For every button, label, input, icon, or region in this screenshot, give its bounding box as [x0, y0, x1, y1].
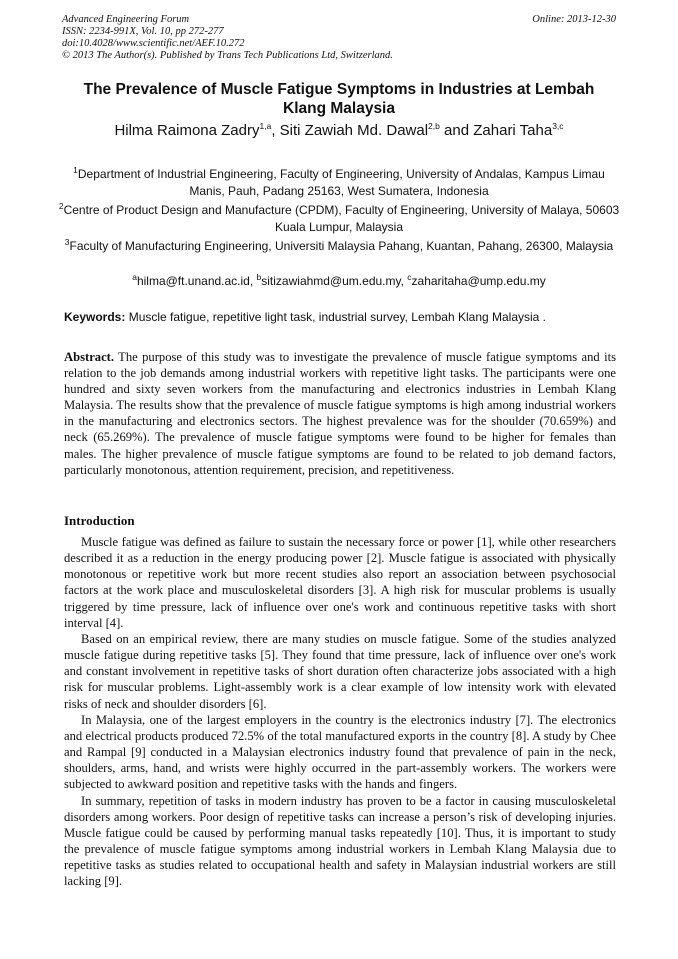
keywords-label: Keywords:: [64, 310, 126, 324]
email-address[interactable]: hilma@ft.unand.ac.id: [136, 274, 250, 288]
author-separator: ,: [271, 122, 280, 139]
author-list: [40, 121, 638, 140]
doi-line: doi:10.4028/www.scientific.net/AEF.10.272: [62, 38, 245, 49]
abstract-label: Abstract.: [64, 350, 115, 364]
paragraph: In summary, repetition of tasks in modern industry has proven to be a factor in causing musculoskeletal disorders among workers. Poor design of repetitive tasks can increase a person’s risk of developing injuries. Muscle fatigue could be caused by performing manual tasks repeatedly [10]. Thus, it is important to study the prevalence of muscle fatigue symptoms among industrial workers in Lembah Klang Malaysia due to repetitive tasks as studies related to occupational health and safety in Malaysian industrial workers are still lacking [9].: [64, 793, 616, 889]
author-name: Siti Zawiah Md. Dawal: [279, 122, 429, 139]
journal-name: Advanced Engineering Forum: [62, 14, 190, 25]
affiliation-sup: 1: [73, 165, 78, 175]
email-sup: b: [256, 272, 262, 282]
section-heading-introduction: Introduction: [64, 513, 135, 528]
author-sup: 3,c: [552, 121, 564, 131]
email-sup: a: [132, 272, 137, 282]
affiliation-text: Faculty of Manufacturing Engineering, Universiti Malaysia Pahang, Kuantan, Pahang, 26300, Malaysia: [69, 239, 614, 253]
affiliation-sup: 3: [64, 237, 70, 247]
journal-header: [62, 14, 616, 62]
abstract-text: The purpose of this study was to investigate the prevalence of muscle fatigue symptoms and its relation to the job demands among industrial workers with repetitive light tasks. The participants were one hundred and sixty seven workers from the manufacturing and electronics industries in Lembah Klang Malaysia. The results show that the prevalence of muscle fatigue symptoms is high among industrial workers in the manufacturing and electronics sectors. The highest prevalence was for the shoulder (70.659%) and neck (65.269%). The prevalence of muscle fatigue symptoms were found to be higher for females than males. The higher prevalence of muscle fatigue symptoms are found to be related to job demand factors, particularly monotonous, attention requirement, precision, and repetitiveness.: [64, 350, 617, 477]
author-name: Zahari Taha: [473, 122, 553, 139]
affiliation-text: Centre of Product Design and Manufacture (CPDM), Faculty of Engineering, University of Malaya, 50603 Kuala Lumpur, Malaysia: [63, 203, 620, 234]
author-separator: and: [439, 122, 474, 139]
keywords: [64, 309, 622, 325]
author-name: Hilma Raimona Zadry: [114, 122, 260, 139]
introduction-body: [64, 534, 616, 889]
email-list: [56, 273, 622, 289]
affiliation-2: [56, 202, 622, 235]
paragraph: Muscle fatigue was defined as failure to sustain the necessary force or power [1], while other researchers described it as a reduction in the energy producing power [2]. Muscle fatigue is associated with physically monotonous or repetitive work but more recent studies also report an association between psychosocial factors at the work place and musculoskeletal disorders [3]. A high risk for muscular problems is usually triggered by time pressure, lack of influence over one's work and continuous repetitive tasks with short interval [4].: [64, 535, 616, 630]
affiliation-text: Department of Industrial Engineering, Faculty of Engineering, University of Andalas, Kampus Limau Manis, Pauh, Padang 25163, West Sumatera, Indonesia: [77, 167, 605, 198]
paragraph: In Malaysia, one of the largest employers in the country is the electronics industry [7]. The electronics and electrical products produced 72.5% of the total manufactured exports in the country [8]. A study by Chee and Rampal [9] conducted in a Malaysian electronics industry found that prevalence of pain in the neck, shoulders, arms, hand, and wrists were highly occurred in the part-assembly workers. The workers were subjected to awkward position and repetitive tasks with the hands and fingers.: [64, 712, 616, 792]
issn-line: ISSN: 2234-991X, Vol. 10, pp 272-277: [62, 26, 224, 37]
paragraph: Based on an empirical review, there are many studies on muscle fatigue. Some of the studies analyzed muscle fatigue during repetitive tasks [5]. They found that time pressure, lack of influence over one's work and constant involvement in repetitive tasks of short duration often characterize jobs associated with a high risk for muscular problems. Light-assembly work is a clear example of low intensity work with elevated risks of neck and shoulder disorders [6].: [64, 631, 616, 711]
author-sup: 1,a: [259, 121, 272, 131]
abstract: [64, 349, 616, 478]
online-date: Online: 2013-12-30: [532, 14, 616, 25]
email-address[interactable]: zaharitaha@ump.edu.my: [411, 274, 546, 288]
email-sup: c: [407, 272, 412, 282]
author-sup: 2,b: [428, 121, 440, 131]
copyright-line: © 2013 The Author(s). Published by Trans Tech Publications Ltd, Switzerland.: [62, 50, 393, 61]
affiliation-1: [56, 166, 622, 199]
email-separator: ,: [249, 274, 257, 288]
affiliation-3: [56, 238, 622, 255]
paper-title: The Prevalence of Muscle Fatigue Symptoms in Industries at Lembah Klang Malaysia: [83, 81, 595, 117]
email-address[interactable]: sitizawiahmd@um.edu.my: [261, 274, 401, 288]
email-separator: ,: [400, 274, 408, 288]
affiliation-sup: 2: [58, 201, 64, 211]
keywords-text: Muscle fatigue, repetitive light task, industrial survey, Lembah Klang Malaysia .: [128, 310, 547, 324]
